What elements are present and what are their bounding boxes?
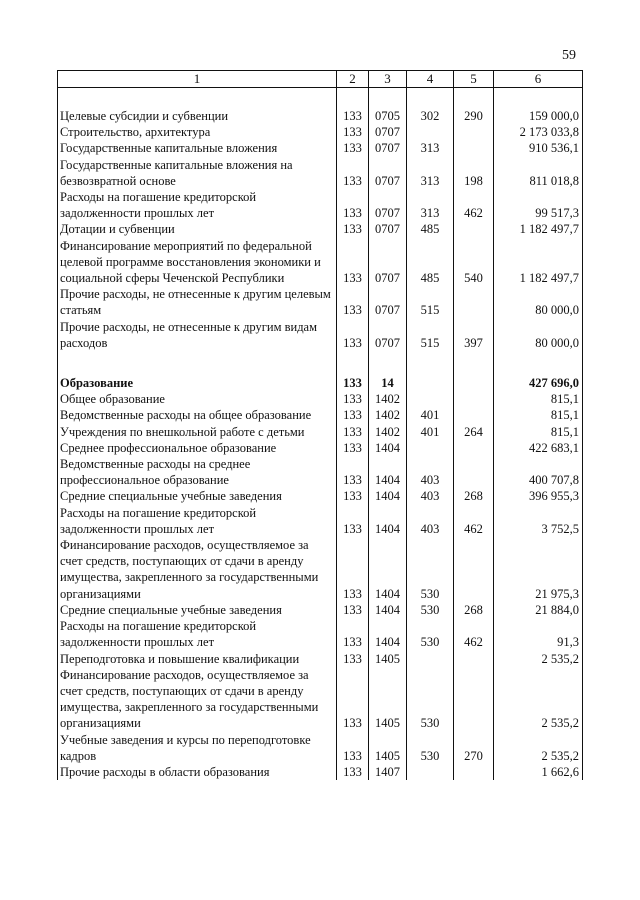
row-code-3: 1404 [369, 456, 407, 488]
row-code-2: 133 [337, 618, 369, 650]
row-code-2: 133 [337, 124, 369, 140]
row-name: Финансирование расходов, осуществляемое за счет средств, поступающих от сдачи в аренду имущества, закрепленного за государственными организациями [58, 667, 337, 732]
table-row [58, 238, 583, 287]
table-row [58, 424, 583, 440]
row-code-3: 1404 [369, 602, 407, 618]
row-name: Ведомственные расходы на среднее профессиональное образование [58, 456, 337, 488]
header-col-5: 5 [454, 71, 494, 88]
row-code-5 [454, 407, 494, 423]
row-code-2: 133 [337, 407, 369, 423]
row-name: Переподготовка и повышение квалификации [58, 651, 337, 667]
row-code-4: 485 [407, 238, 454, 287]
row-amount: 811 018,8 [494, 157, 583, 189]
row-code-5: 198 [454, 157, 494, 189]
row-amount: 815,1 [494, 407, 583, 423]
row-code-5 [454, 456, 494, 488]
header-col-1: 1 [58, 71, 337, 88]
row-code-4: 313 [407, 189, 454, 221]
row-code-3: 0707 [369, 319, 407, 351]
row-code-3: 1404 [369, 440, 407, 456]
row-name: Образование [58, 375, 337, 391]
row-code-4 [407, 651, 454, 667]
row-amount: 1 662,6 [494, 764, 583, 780]
row-amount: 80 000,0 [494, 319, 583, 351]
row-code-5: 268 [454, 488, 494, 504]
row-name: Дотации и субвенции [58, 221, 337, 237]
spacer-row [58, 351, 583, 375]
table-row [58, 732, 583, 764]
row-code-5: 290 [454, 108, 494, 124]
header-col-2: 2 [337, 71, 369, 88]
row-code-4: 530 [407, 667, 454, 732]
row-code-5 [454, 440, 494, 456]
row-code-5 [454, 537, 494, 602]
row-code-4 [407, 440, 454, 456]
row-name: Прочие расходы, не отнесенные к другим целевым статьям [58, 286, 337, 318]
table-row [58, 319, 583, 351]
row-code-4: 530 [407, 618, 454, 650]
row-code-2: 133 [337, 221, 369, 237]
row-name: Средние специальные учебные заведения [58, 488, 337, 504]
row-code-5 [454, 391, 494, 407]
row-name: Расходы на погашение кредиторской задолженности прошлых лет [58, 189, 337, 221]
row-code-2: 133 [337, 189, 369, 221]
row-name: Прочие расходы в области образования [58, 764, 337, 780]
row-code-2: 133 [337, 424, 369, 440]
row-name: Государственные капитальные вложения на безвозвратной основе [58, 157, 337, 189]
row-code-3: 14 [369, 375, 407, 391]
row-amount: 1 182 497,7 [494, 238, 583, 287]
row-code-5: 268 [454, 602, 494, 618]
row-code-5 [454, 286, 494, 318]
row-code-4: 302 [407, 108, 454, 124]
row-name: Расходы на погашение кредиторской задолженности прошлых лет [58, 505, 337, 537]
row-code-2: 133 [337, 456, 369, 488]
table-row [58, 221, 583, 237]
row-code-5: 462 [454, 505, 494, 537]
table-row [58, 764, 583, 780]
row-code-3: 1404 [369, 488, 407, 504]
row-code-3: 1405 [369, 732, 407, 764]
row-code-3: 0707 [369, 189, 407, 221]
row-amount: 21 975,3 [494, 537, 583, 602]
row-code-4 [407, 764, 454, 780]
table-row [58, 651, 583, 667]
row-code-3: 1405 [369, 651, 407, 667]
row-amount: 910 536,1 [494, 140, 583, 156]
table-row [58, 189, 583, 221]
row-code-3: 1402 [369, 407, 407, 423]
row-code-5: 264 [454, 424, 494, 440]
row-code-2: 133 [337, 286, 369, 318]
row-code-5: 397 [454, 319, 494, 351]
table-row [58, 618, 583, 650]
header-col-6: 6 [494, 71, 583, 88]
row-code-5 [454, 221, 494, 237]
row-code-2: 133 [337, 375, 369, 391]
row-amount: 422 683,1 [494, 440, 583, 456]
row-amount: 2 173 033,8 [494, 124, 583, 140]
row-code-2: 133 [337, 440, 369, 456]
row-code-4 [407, 391, 454, 407]
row-code-4: 530 [407, 537, 454, 602]
row-code-5 [454, 140, 494, 156]
row-code-2: 133 [337, 651, 369, 667]
table-row [58, 667, 583, 732]
row-code-2: 133 [337, 391, 369, 407]
row-code-5 [454, 375, 494, 391]
row-code-4: 403 [407, 505, 454, 537]
row-code-5: 270 [454, 732, 494, 764]
row-amount: 91,3 [494, 618, 583, 650]
table-row [58, 157, 583, 189]
row-code-4: 313 [407, 157, 454, 189]
row-code-2: 133 [337, 108, 369, 124]
row-code-2: 133 [337, 667, 369, 732]
row-code-3: 0707 [369, 124, 407, 140]
header-col-3: 3 [369, 71, 407, 88]
header-col-4: 4 [407, 71, 454, 88]
row-code-3: 0707 [369, 221, 407, 237]
row-code-2: 133 [337, 732, 369, 764]
table-row [58, 537, 583, 602]
table-row [58, 488, 583, 504]
budget-table [57, 70, 583, 780]
row-name: Целевые субсидии и субвенции [58, 108, 337, 124]
row-amount: 159 000,0 [494, 108, 583, 124]
row-name: Государственные капитальные вложения [58, 140, 337, 156]
row-code-2: 133 [337, 140, 369, 156]
row-code-2: 133 [337, 157, 369, 189]
row-amount: 2 535,2 [494, 732, 583, 764]
row-code-4 [407, 375, 454, 391]
row-code-5: 462 [454, 189, 494, 221]
row-code-4: 485 [407, 221, 454, 237]
row-code-3: 1402 [369, 424, 407, 440]
row-name: Строительство, архитектура [58, 124, 337, 140]
row-code-2: 133 [337, 537, 369, 602]
row-code-5 [454, 667, 494, 732]
row-code-5: 540 [454, 238, 494, 287]
row-code-5 [454, 651, 494, 667]
row-code-4: 401 [407, 407, 454, 423]
row-code-4 [407, 124, 454, 140]
spacer-row [58, 88, 583, 109]
row-amount: 21 884,0 [494, 602, 583, 618]
page-number: 59 [562, 48, 576, 63]
table-row [58, 375, 583, 391]
row-amount: 1 182 497,7 [494, 221, 583, 237]
table-row [58, 124, 583, 140]
row-code-2: 133 [337, 488, 369, 504]
row-name: Расходы на погашение кредиторской задолженности прошлых лет [58, 618, 337, 650]
row-code-2: 133 [337, 602, 369, 618]
row-code-3: 0707 [369, 157, 407, 189]
row-name: Общее образование [58, 391, 337, 407]
row-amount: 80 000,0 [494, 286, 583, 318]
row-name: Учебные заведения и курсы по переподготовке кадров [58, 732, 337, 764]
row-code-4: 403 [407, 488, 454, 504]
row-amount: 99 517,3 [494, 189, 583, 221]
row-name: Средние специальные учебные заведения [58, 602, 337, 618]
row-name: Ведомственные расходы на общее образование [58, 407, 337, 423]
table-row [58, 440, 583, 456]
row-code-5: 462 [454, 618, 494, 650]
table-row [58, 286, 583, 318]
row-code-3: 1404 [369, 618, 407, 650]
row-code-4: 515 [407, 319, 454, 351]
table-row [58, 140, 583, 156]
row-code-4: 313 [407, 140, 454, 156]
table-row [58, 407, 583, 423]
table-row [58, 602, 583, 618]
row-code-4: 401 [407, 424, 454, 440]
table-row [58, 108, 583, 124]
row-code-2: 133 [337, 238, 369, 287]
row-name: Финансирование расходов, осуществляемое за счет средств, поступающих от сдачи в аренду имущества, закрепленного за государственными организациями [58, 537, 337, 602]
row-amount: 3 752,5 [494, 505, 583, 537]
row-code-3: 1404 [369, 537, 407, 602]
row-code-2: 133 [337, 505, 369, 537]
row-amount: 396 955,3 [494, 488, 583, 504]
row-code-4: 530 [407, 732, 454, 764]
row-code-3: 0707 [369, 238, 407, 287]
row-name: Финансирование мероприятий по федеральной целевой программе восстановления экономики и социальной сферы Чеченской Республики [58, 238, 337, 287]
row-code-3: 1405 [369, 667, 407, 732]
row-amount: 427 696,0 [494, 375, 583, 391]
header-row [58, 71, 583, 88]
row-code-3: 1402 [369, 391, 407, 407]
row-code-3: 1404 [369, 505, 407, 537]
row-code-3: 0707 [369, 286, 407, 318]
row-name: Среднее профессиональное образование [58, 440, 337, 456]
row-code-4: 515 [407, 286, 454, 318]
row-code-3: 1407 [369, 764, 407, 780]
row-code-5 [454, 124, 494, 140]
table-row [58, 456, 583, 488]
row-name: Учреждения по внешкольной работе с детьми [58, 424, 337, 440]
row-amount: 815,1 [494, 391, 583, 407]
row-amount: 400 707,8 [494, 456, 583, 488]
row-code-2: 133 [337, 764, 369, 780]
table-row [58, 391, 583, 407]
row-code-5 [454, 764, 494, 780]
row-amount: 2 535,2 [494, 651, 583, 667]
row-code-2: 133 [337, 319, 369, 351]
row-code-4: 403 [407, 456, 454, 488]
row-code-3: 0707 [369, 140, 407, 156]
row-code-3: 0705 [369, 108, 407, 124]
row-code-4: 530 [407, 602, 454, 618]
row-amount: 2 535,2 [494, 667, 583, 732]
row-name: Прочие расходы, не отнесенные к другим видам расходов [58, 319, 337, 351]
table-row [58, 505, 583, 537]
row-amount: 815,1 [494, 424, 583, 440]
